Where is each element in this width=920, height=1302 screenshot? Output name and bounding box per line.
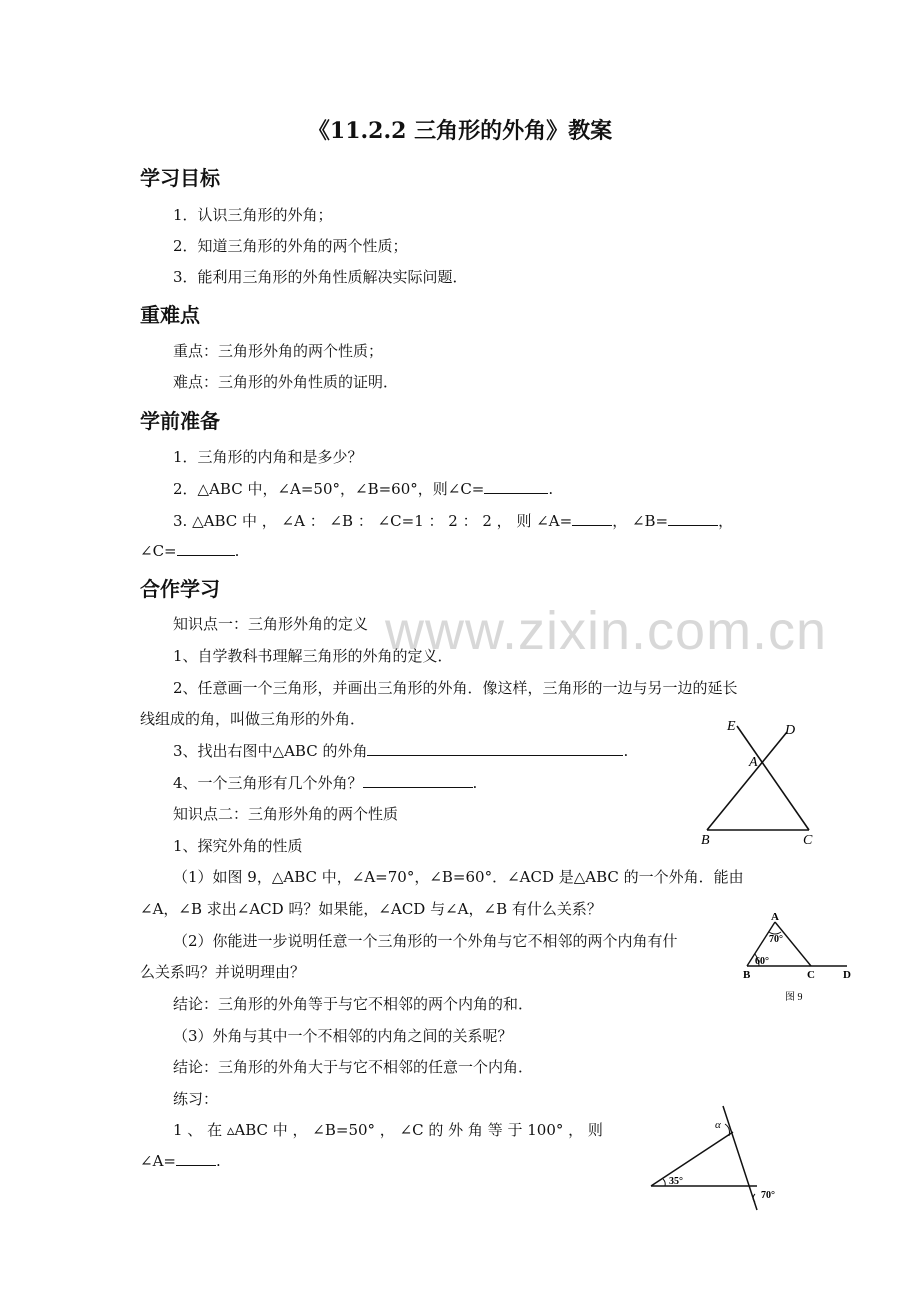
label-70: 70° <box>761 1190 775 1201</box>
label-e: E <box>727 719 736 734</box>
angle-a-value: 70° <box>769 934 783 945</box>
exercise-1a: 1 、 在 ▵ABC 中 ， ∠B=50° ， ∠C 的 外 角 等 于 100° ， 则 <box>173 1121 603 1139</box>
goal-item-3: 3．能利用三角形的外角性质解决实际问题． <box>173 268 468 286</box>
goal-item-1: 1．认识三角形的外角； <box>173 206 333 224</box>
left-angle-arc <box>663 1179 665 1186</box>
answer-blank[interactable] <box>668 511 718 526</box>
side-left <box>651 1132 733 1186</box>
answer-blank[interactable] <box>177 541 235 556</box>
label-a: A <box>749 755 758 770</box>
label-c: C <box>807 969 815 981</box>
heading-key-points: 重难点 <box>140 303 200 327</box>
heading-goals: 学习目标 <box>140 166 220 190</box>
heading-coop: 合作学习 <box>140 577 220 601</box>
label-d: D <box>843 969 851 981</box>
answer-blank[interactable] <box>176 1151 216 1166</box>
answer-blank[interactable] <box>367 741 623 756</box>
key-point: 重点：三角形外角的两个性质； <box>173 342 384 360</box>
answer-blank[interactable] <box>484 479 548 494</box>
knowledge-1-line-3: 3、找出右图中△ABC 的外角 . <box>173 742 629 760</box>
label-c: C <box>803 833 813 848</box>
exercise-1b: ∠A= . <box>140 1152 221 1170</box>
property-question-1a: （1）如图 9，△ABC 中，∠A=70°，∠B=60°．∠ACD 是△ABC 的一个外角．能由 <box>173 868 744 886</box>
figure-caption: 图 9 <box>785 992 803 1003</box>
property-question-2b: 么关系吗？并说明理由？ <box>140 963 306 981</box>
figure-triangle-exterior <box>695 712 825 852</box>
knowledge-1-title: 知识点一：三角形外角的定义 <box>173 615 369 633</box>
difficult-point: 难点：三角形的外角性质的证明． <box>173 373 399 391</box>
label-alpha: α <box>715 1119 721 1131</box>
label-35: 35° <box>669 1176 683 1187</box>
document-title: 《11.2.2 三角形的外角》教案 <box>307 118 613 144</box>
label-d: D <box>785 723 796 738</box>
knowledge-1-line-2a: 2、任意画一个三角形，并画出三角形的外角．像这样，三角形的一边与另一边的延长 <box>173 679 738 697</box>
angle-b-value: 60° <box>755 956 769 967</box>
prep-question-3: 3. △ABC 中 ， ∠A ： ∠B ： ∠C=1 ： 2 ： 2 ， 则 ∠A= ， ∠B= ， <box>173 512 734 530</box>
watermark: www.zixin.com.cn <box>385 601 828 661</box>
knowledge-1-line-1: 1、自学教科书理解三角形的外角的定义． <box>173 647 453 665</box>
prep-question-1: 1．三角形的内角和是多少？ <box>173 448 363 466</box>
knowledge-2-line-1: 1、探究外角的性质 <box>173 837 303 855</box>
property-question-1b: ∠A，∠B 求出∠ACD 吗？如果能，∠ACD 与∠A，∠B 有什么关系？ <box>140 900 602 918</box>
label-b: B <box>743 969 751 981</box>
property-question-3: （3）外角与其中一个不相邻的内角之间的关系呢？ <box>173 1027 513 1045</box>
label-b: B <box>701 833 710 848</box>
line-transversal <box>723 1106 757 1210</box>
goal-item-2: 2．知道三角形的外角的两个性质； <box>173 237 408 255</box>
heading-prep: 学前准备 <box>140 409 220 433</box>
knowledge-2-title: 知识点二：三角形外角的两个性质 <box>173 805 399 823</box>
conclusion-1: 结论：三角形的外角等于与它不相邻的两个内角的和． <box>173 995 534 1013</box>
conclusion-2: 结论：三角形的外角大于与它不相邻的任意一个内角． <box>173 1058 534 1076</box>
answer-blank[interactable] <box>363 773 473 788</box>
answer-blank[interactable] <box>572 511 612 526</box>
prep-question-2: 2．△ABC 中，∠A=50°，∠B=60°，则∠C= . <box>173 480 554 498</box>
figure-9 <box>735 908 865 1008</box>
prep-q2-text: 2．△ABC 中，∠A=50°，∠B=60°，则∠C= <box>173 480 485 498</box>
knowledge-1-line-4: 4、一个三角形有几个外角？ . <box>173 774 478 792</box>
prep-question-3-cont: ∠C= . <box>140 542 240 560</box>
practice-label: 练习： <box>173 1090 219 1108</box>
line-ec <box>737 726 809 830</box>
knowledge-1-line-2b: 线组成的角，叫做三角形的外角． <box>140 710 366 728</box>
property-question-2a: （2）你能进一步说明任意一个三角形的一个外角与它不相邻的两个内角有什 <box>173 932 678 950</box>
figure-exercise-triangle <box>645 1100 795 1212</box>
label-a: A <box>771 911 779 923</box>
